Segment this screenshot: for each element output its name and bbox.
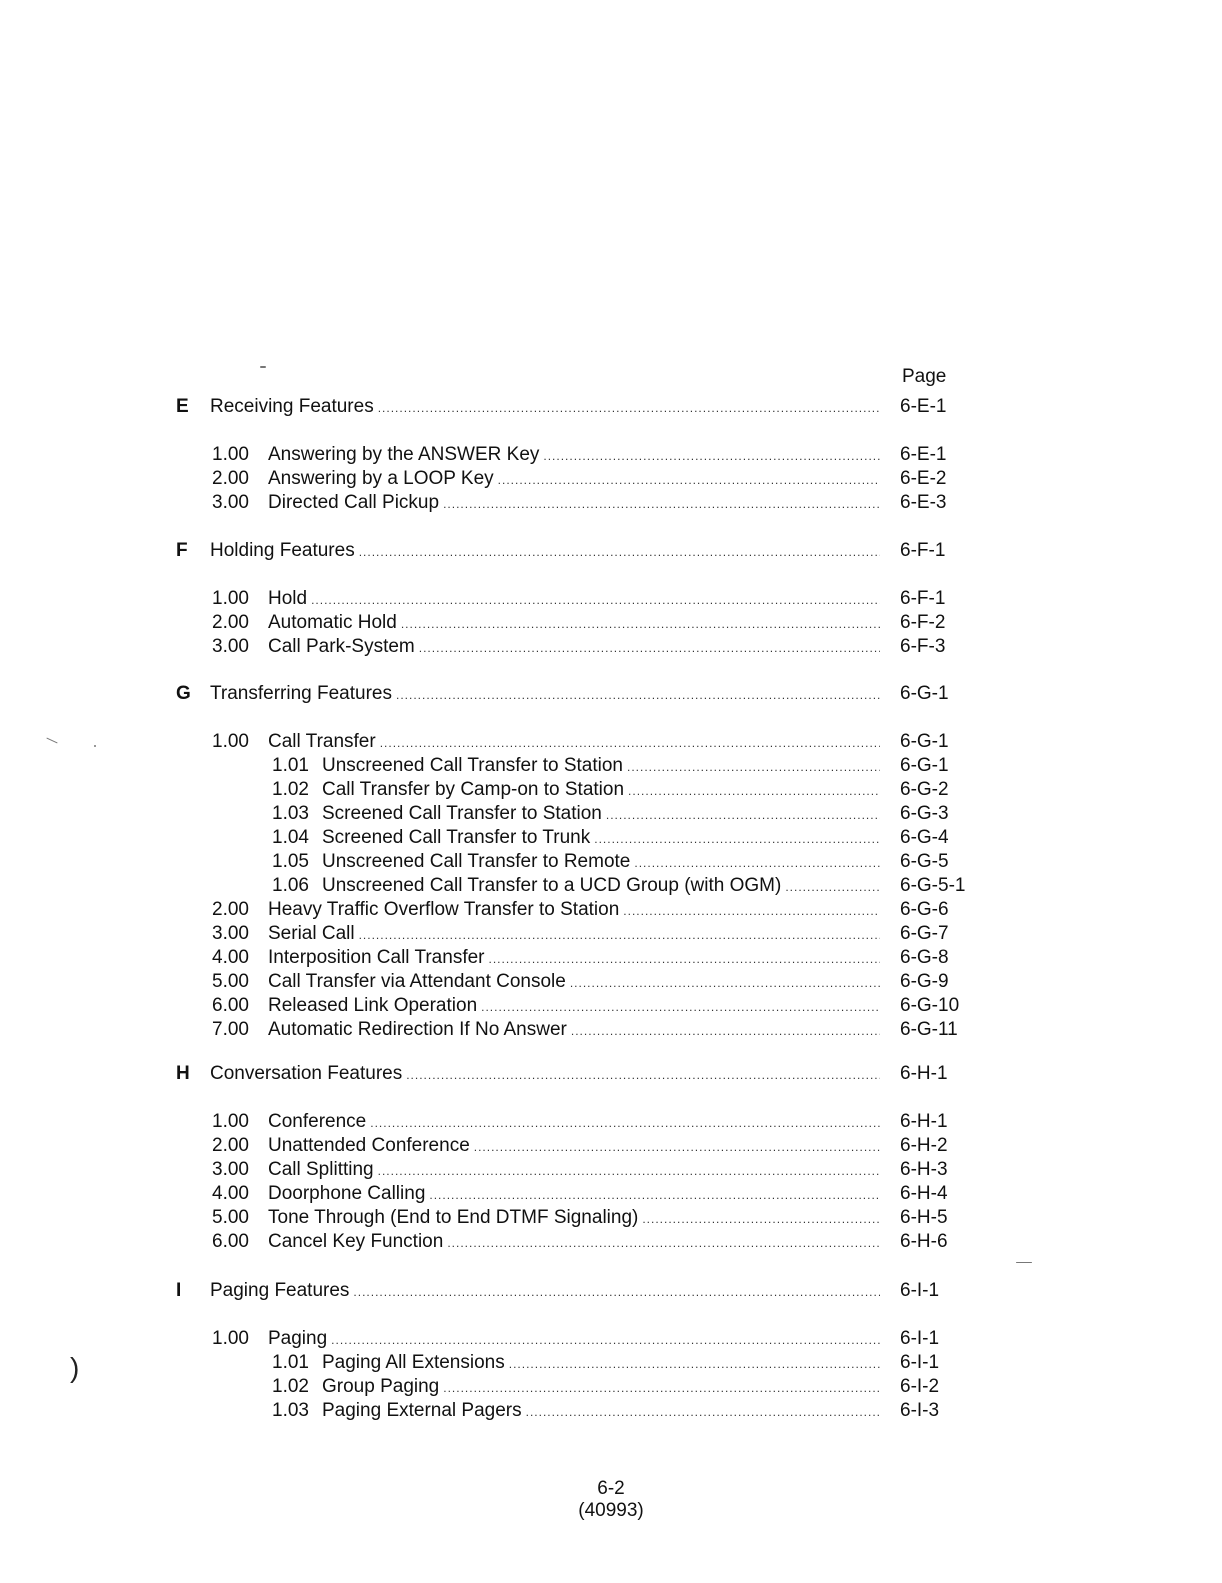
entry-number: 4.00 xyxy=(212,1183,249,1204)
page-reference: 6-G-1 xyxy=(900,731,949,752)
entry-row[interactable] xyxy=(268,947,886,970)
dot-leader xyxy=(359,541,880,563)
dot-leader xyxy=(353,1281,880,1303)
page-reference: 6-G-11 xyxy=(900,1019,958,1040)
dot-leader xyxy=(331,1329,880,1351)
page-reference: 6-G-7 xyxy=(900,923,949,944)
dot-leader xyxy=(443,1377,880,1399)
section-title-row[interactable] xyxy=(210,683,886,706)
page-reference: 6-G-8 xyxy=(900,947,949,968)
dot-leader xyxy=(406,1064,880,1086)
dot-leader xyxy=(570,972,880,994)
dot-leader xyxy=(526,1401,880,1423)
page-reference: 6-G-6 xyxy=(900,899,949,920)
margin-bracket-mark: ) xyxy=(70,1352,80,1383)
section-letter: H xyxy=(176,1063,190,1084)
page-reference: 6-G-1 xyxy=(900,755,949,776)
page-reference: 6-E-3 xyxy=(900,492,947,513)
entry-title: Call Park-System xyxy=(268,636,415,657)
entry-number: 3.00 xyxy=(212,923,249,944)
entry-title: Paging All Extensions xyxy=(322,1352,505,1373)
entry-row[interactable] xyxy=(322,827,886,850)
section-title-row[interactable] xyxy=(210,396,886,419)
entry-title: Automatic Hold xyxy=(268,612,397,633)
page-reference: 6-E-1 xyxy=(900,396,947,417)
dot-leader xyxy=(311,589,880,611)
dot-leader xyxy=(606,804,880,826)
page-reference: 6-H-1 xyxy=(900,1063,948,1084)
entry-title: Unattended Conference xyxy=(268,1135,470,1156)
entry-row[interactable] xyxy=(268,636,886,659)
entry-row[interactable] xyxy=(322,1352,886,1375)
dot-leader xyxy=(509,1353,880,1375)
dot-leader xyxy=(447,1232,880,1254)
entry-title: Unscreened Call Transfer to Station xyxy=(322,755,623,776)
section-title: Conversation Features xyxy=(210,1063,403,1084)
entry-number: 1.00 xyxy=(212,588,249,609)
entry-title: Answering by the ANSWER Key xyxy=(268,444,540,465)
dot-leader xyxy=(634,852,880,874)
page-reference: 6-H-6 xyxy=(900,1231,948,1252)
entry-title: Group Paging xyxy=(322,1376,440,1397)
entry-number: 2.00 xyxy=(212,899,249,920)
page-reference: 6-G-4 xyxy=(900,827,949,848)
entry-row[interactable] xyxy=(268,1207,886,1230)
entry-row[interactable] xyxy=(268,1019,886,1042)
dot-leader xyxy=(443,493,880,515)
footer-page-number: 6-2 xyxy=(597,1478,625,1499)
page-reference: 6-F-1 xyxy=(900,540,946,561)
dot-leader xyxy=(594,828,880,850)
entry-row[interactable] xyxy=(268,1231,886,1254)
page-reference: 6-H-3 xyxy=(900,1159,948,1180)
dot-leader xyxy=(370,1112,880,1134)
page-reference: 6-G-1 xyxy=(900,683,949,704)
dot-leader xyxy=(429,1184,880,1206)
entry-title: Call Transfer by Camp-on to Station xyxy=(322,779,625,800)
entry-row[interactable] xyxy=(322,875,886,898)
dot-leader xyxy=(642,1208,880,1230)
page-reference: 6-G-10 xyxy=(900,995,960,1016)
entry-title: Paging External Pagers xyxy=(322,1400,522,1421)
section-title: Receiving Features xyxy=(210,396,374,417)
page-reference: 6-G-5 xyxy=(900,851,949,872)
page-reference: 6-I-1 xyxy=(900,1328,940,1349)
entry-row[interactable] xyxy=(268,899,886,922)
dot-leader xyxy=(627,756,880,778)
page-reference: 6-H-1 xyxy=(900,1111,948,1132)
page-reference: 6-F-1 xyxy=(900,588,946,609)
entry-title: Hold xyxy=(268,588,308,609)
section-title-row[interactable] xyxy=(210,1280,886,1303)
entry-number: 1.01 xyxy=(272,1352,309,1373)
page-column-header: Page xyxy=(902,366,947,387)
page-reference: 6-G-2 xyxy=(900,779,949,800)
footer-doc-code: (40993) xyxy=(578,1500,644,1521)
entry-row[interactable] xyxy=(268,468,886,491)
entry-title: Heavy Traffic Overflow Transfer to Station xyxy=(268,899,620,920)
entry-row[interactable] xyxy=(268,1328,886,1351)
page-reference: 6-H-2 xyxy=(900,1135,948,1156)
entry-number: 5.00 xyxy=(212,1207,249,1228)
entry-title: Call Transfer xyxy=(268,731,376,752)
page-reference: 6-I-1 xyxy=(900,1280,940,1301)
page-reference: 6-G-3 xyxy=(900,803,949,824)
entry-title: Tone Through (End to End DTMF Signaling) xyxy=(268,1207,639,1228)
entry-number: 1.04 xyxy=(272,827,309,848)
entry-row[interactable] xyxy=(322,755,886,778)
entry-title: Serial Call xyxy=(268,923,355,944)
dot-leader xyxy=(359,924,880,946)
entry-row[interactable] xyxy=(268,1135,886,1158)
entry-row[interactable] xyxy=(322,1376,886,1399)
scan-speck xyxy=(260,366,266,368)
entry-title: Released Link Operation xyxy=(268,995,478,1016)
entry-title: Automatic Redirection If No Answer xyxy=(268,1019,567,1040)
entry-number: 1.00 xyxy=(212,444,249,465)
page-reference: 6-I-2 xyxy=(900,1376,940,1397)
entry-title: Call Transfer via Attendant Console xyxy=(268,971,566,992)
entry-number: 1.00 xyxy=(212,1111,249,1132)
entry-row[interactable] xyxy=(268,1183,886,1206)
section-letter: F xyxy=(176,540,188,561)
dot-leader xyxy=(543,445,880,467)
entry-number: 5.00 xyxy=(212,971,249,992)
entry-row[interactable] xyxy=(268,971,886,994)
entry-title: Conference xyxy=(268,1111,367,1132)
dot-leader xyxy=(628,780,880,802)
entry-title: Paging xyxy=(268,1328,328,1349)
scan-speck xyxy=(1016,1262,1032,1263)
page-reference: 6-G-5-1 xyxy=(900,875,966,896)
entry-number: 4.00 xyxy=(212,947,249,968)
entry-number: 1.03 xyxy=(272,1400,309,1421)
dot-leader xyxy=(623,900,880,922)
section-title: Holding Features xyxy=(210,540,355,561)
scan-speck xyxy=(94,745,96,747)
entry-row[interactable] xyxy=(322,803,886,826)
page-reference: 6-E-1 xyxy=(900,444,947,465)
entry-number: 3.00 xyxy=(212,492,249,513)
entry-row[interactable] xyxy=(268,492,886,515)
entry-row[interactable] xyxy=(322,779,886,802)
section-title-row[interactable] xyxy=(210,540,886,563)
entry-title: Unscreened Call Transfer to Remote xyxy=(322,851,631,872)
entry-number: 6.00 xyxy=(212,995,249,1016)
entry-title: Cancel Key Function xyxy=(268,1231,444,1252)
entry-number: 7.00 xyxy=(212,1019,249,1040)
dot-leader xyxy=(380,732,880,754)
entry-row[interactable] xyxy=(268,588,886,611)
dot-leader xyxy=(419,637,880,659)
entry-number: 3.00 xyxy=(212,636,249,657)
page-reference: 6-H-5 xyxy=(900,1207,948,1228)
entry-number: 1.02 xyxy=(272,1376,309,1397)
section-letter: E xyxy=(176,396,189,417)
entry-title: Interposition Call Transfer xyxy=(268,947,485,968)
entry-number: 1.03 xyxy=(272,803,309,824)
page-reference: 6-H-4 xyxy=(900,1183,948,1204)
entry-title: Screened Call Transfer to Trunk xyxy=(322,827,591,848)
entry-number: 1.02 xyxy=(272,779,309,800)
entry-row[interactable] xyxy=(268,923,886,946)
dot-leader xyxy=(474,1136,880,1158)
dot-leader xyxy=(489,948,881,970)
section-title-row[interactable] xyxy=(210,1063,886,1086)
entry-number: 2.00 xyxy=(212,1135,249,1156)
entry-number: 6.00 xyxy=(212,1231,249,1252)
dot-leader xyxy=(378,397,880,419)
entry-title: Screened Call Transfer to Station xyxy=(322,803,602,824)
section-title: Transferring Features xyxy=(210,683,392,704)
entry-row[interactable] xyxy=(322,851,886,874)
dot-leader xyxy=(571,1020,880,1042)
entry-title: Unscreened Call Transfer to a UCD Group (with OGM) xyxy=(322,875,782,896)
entry-title: Call Splitting xyxy=(268,1159,374,1180)
entry-number: 1.05 xyxy=(272,851,309,872)
entry-title: Answering by a LOOP Key xyxy=(268,468,494,489)
entry-row[interactable] xyxy=(268,995,886,1018)
entry-row[interactable] xyxy=(268,1159,886,1182)
section-title: Paging Features xyxy=(210,1280,350,1301)
dot-leader xyxy=(401,613,880,635)
entry-number: 1.00 xyxy=(212,1328,249,1349)
entry-row[interactable] xyxy=(322,1400,886,1423)
scan-speck xyxy=(46,738,57,744)
entry-title: Directed Call Pickup xyxy=(268,492,440,513)
entry-number: 1.06 xyxy=(272,875,309,896)
page-reference: 6-I-1 xyxy=(900,1352,940,1373)
dot-leader xyxy=(498,469,880,491)
dot-leader xyxy=(396,684,880,706)
entry-number: 1.01 xyxy=(272,755,309,776)
dot-leader xyxy=(785,876,880,898)
entry-title: Doorphone Calling xyxy=(268,1183,426,1204)
entry-row[interactable] xyxy=(268,731,886,754)
page-reference: 6-I-3 xyxy=(900,1400,940,1421)
entry-row[interactable] xyxy=(268,612,886,635)
page-reference: 6-F-3 xyxy=(900,636,946,657)
entry-number: 2.00 xyxy=(212,612,249,633)
entry-row[interactable] xyxy=(268,1111,886,1134)
entry-row[interactable] xyxy=(268,444,886,467)
dot-leader xyxy=(378,1160,880,1182)
page-reference: 6-G-9 xyxy=(900,971,949,992)
section-letter: I xyxy=(176,1280,182,1301)
page-reference: 6-F-2 xyxy=(900,612,946,633)
entry-number: 1.00 xyxy=(212,731,249,752)
entry-number: 2.00 xyxy=(212,468,249,489)
section-letter: G xyxy=(176,683,191,704)
page-reference: 6-E-2 xyxy=(900,468,947,489)
dot-leader xyxy=(481,996,880,1018)
entry-number: 3.00 xyxy=(212,1159,249,1180)
